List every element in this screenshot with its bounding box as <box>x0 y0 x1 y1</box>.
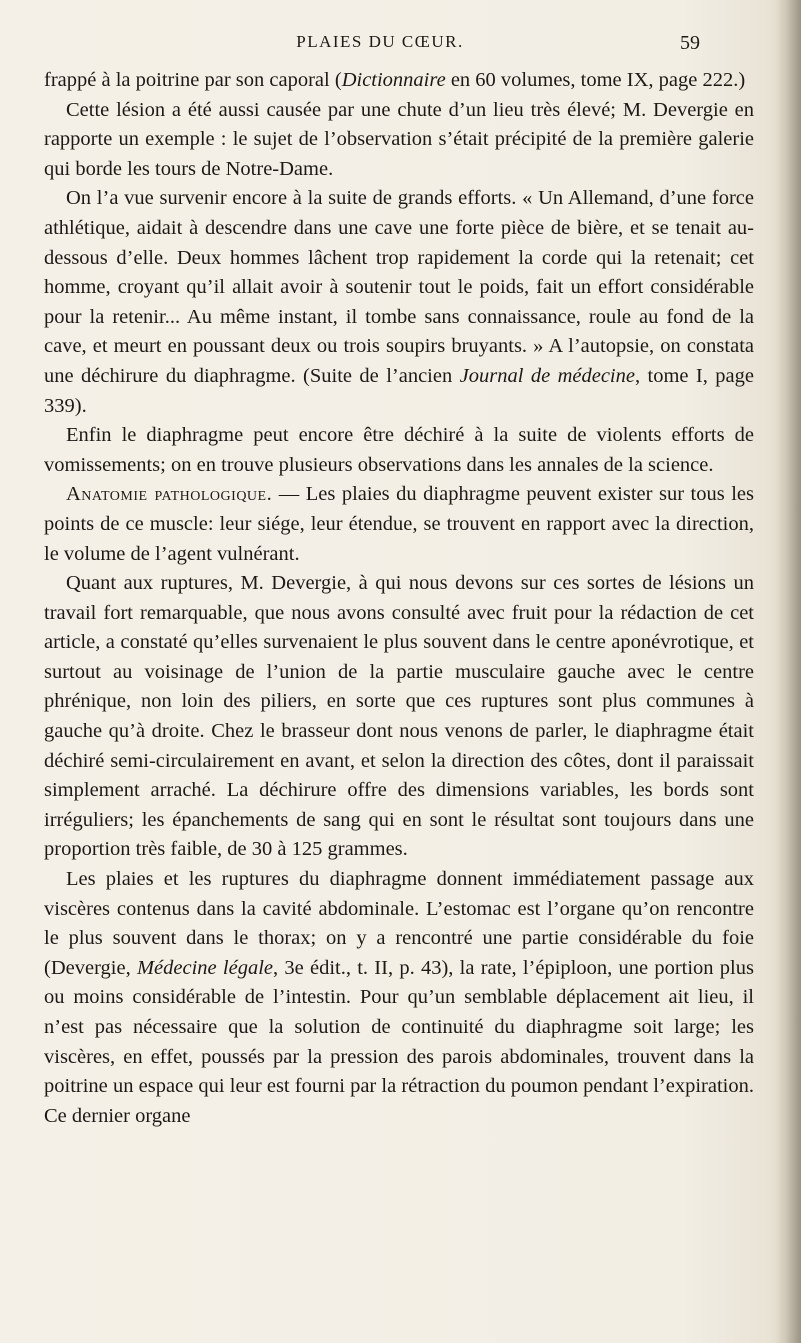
paragraph-5-text: — Les plaies du diaphragme peuvent exister sur tous les points de ce muscle: leur siége, leur étendue, se trouvent en rapport avec la direction, le volume de l’agent vulnérant. <box>44 483 754 565</box>
paragraph-2: Cette lésion a été aussi causée par une chute d’un lieu très élevé; M. Devergie en rapporte un exemple : le sujet de l’observation s’était précipité de la première galerie qui borde les tours de Notre-Dame. <box>44 98 754 180</box>
paragraph-1 <box>44 66 754 96</box>
paragraph-1-text-end: en 60 volumes, tome IX, page 222.) <box>445 69 746 91</box>
page-header <box>0 32 801 62</box>
paragraph-3-text: On l’a vue survenir encore à la suite de grands efforts. « Un Allemand, d’une force athlétique, aidait à descendre dans une cave une forte pièce de bière, et se tenait au-dessous d’elle. Deux hommes lâchent trop rapidement la corde qui la retenait; cet homme, croyant qu’il allait avoir à soutenir tout le poids, fait un effort considérable pour la retenir... Au même instant, il tombe sans connaissance, roule au fond de la cave, et meurt en poussant deux ou trois soupirs bruyants. » A l’autopsie, on constata une déchirure du diaphragme. (Suite de l’ancien <box>44 187 754 387</box>
paragraph-3 <box>44 184 754 421</box>
paragraph-6: Quant aux ruptures, M. Devergie, à qui nous devons sur ces sortes de lésions un travail fort remarquable, que nous avons consulté avec fruit pour la rédaction de cet article, a constaté qu’elles survenaient le plus souvent dans le centre aponévrotique, et surtout au voisinage de l’union de la partie musculaire gauche avec le centre phrénique, non loin des piliers, en sorte que ces ruptures sont plus communes à gauche qu’à droite. Chez le brasseur dont nous venons de parler, le diaphragme était déchiré semi-circulairement en avant, et selon la direction des côtes, dont il paraissait simplement arraché. La déchirure offre des dimensions variables, les bords sont irréguliers; les épanchements de sang qui en sont le résultat sont toujours dans une proportion très faible, de 30 à 125 grammes. <box>44 572 754 861</box>
running-title: PLAIES DU CŒUR. <box>296 32 464 51</box>
paragraph-1-text: frappé à la poitrine par son caporal ( <box>44 69 342 91</box>
paragraph-3-text-end: , tome I, page 339). <box>44 364 754 417</box>
paragraph-7 <box>44 865 754 1131</box>
body-text <box>44 66 754 1131</box>
paragraph-7-text-end: , 3e édit., t. II, p. 43), la rate, l’épiploon, une portion plus ou moins considérable de l’intestin. Pour qu’un semblable déplacement ait lieu, il n’est pas nécessaire que la solution de continuité du diaphragme soit large; les viscères, en effet, poussés par la pression des parois abdominales, trouvent dans la poitrine un espace qui leur est fourni par la rétraction du poumon pendant l’expiration. Ce dernier organe <box>44 956 754 1127</box>
citation-medecine-legale: Médecine légale <box>136 956 273 979</box>
citation-dictionnaire: Dictionnaire <box>341 69 446 91</box>
page-number: 59 <box>680 32 700 54</box>
page-edge-shadow <box>775 0 801 1343</box>
paragraph-4: Enfin le diaphragme peut encore être déchiré à la suite de violents efforts de vomissements; on en trouve plusieurs observations dans les annales de la science. <box>44 424 754 476</box>
paragraph-7-text: Les plaies et les ruptures du diaphragme donnent immédiatement passage aux viscères contenus dans la cavité abdominale. L’estomac est l’organe qu’on rencontre le plus souvent dans le thorax; on y a rencontré une partie considérable du foie (Devergie, <box>44 868 754 979</box>
citation-journal: Journal de médecine <box>459 364 635 387</box>
section-heading: Anatomie pathologique. <box>66 483 273 506</box>
paragraph-5 <box>44 480 754 569</box>
